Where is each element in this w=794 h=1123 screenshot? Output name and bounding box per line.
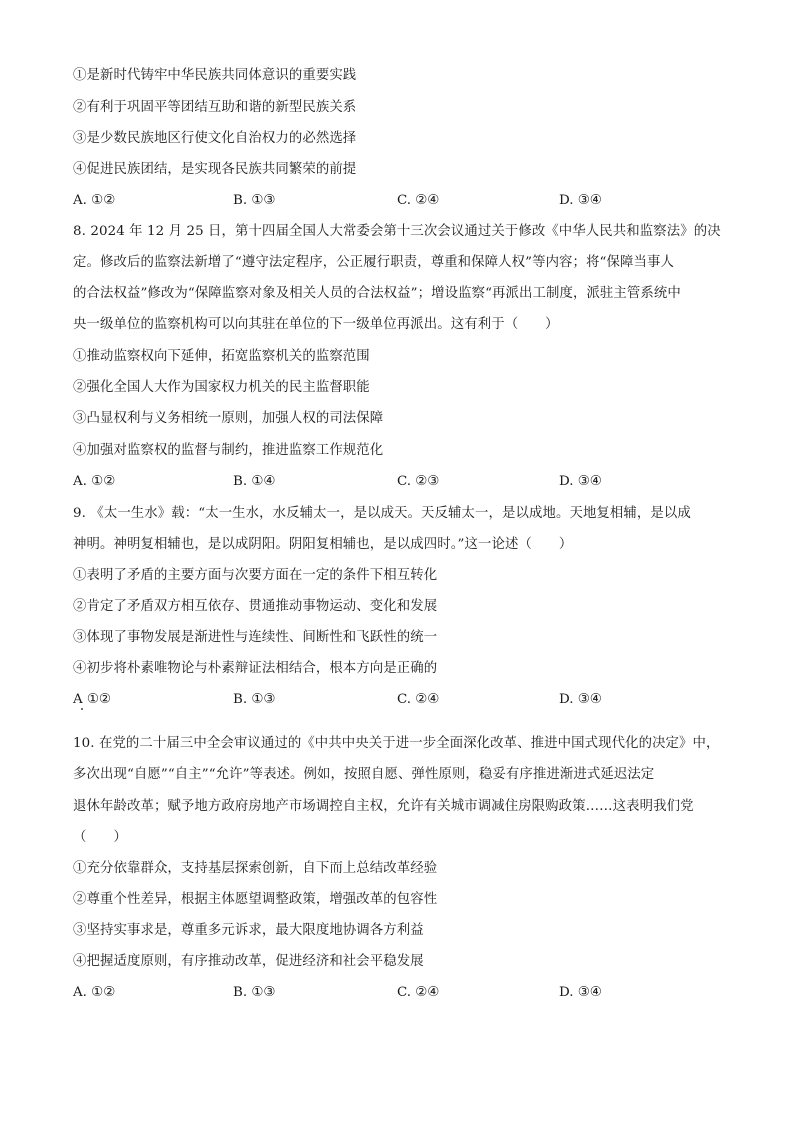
q10-statement-1: ①充分依靠群众，支持基层探索创新，自下而上总结改革经验 [73, 861, 438, 876]
q9-stem-line-1: 9. 《太一生水》载：“太一生水，水反辅太一，是以成天。天反辅太一，是以成地。天地复相辅，是以成 [73, 506, 691, 521]
q8-option-c[interactable]: C. ②③ [397, 474, 440, 489]
q8-option-a[interactable]: A. ①② [73, 474, 116, 489]
q10-statement-4: ④把握适度原则，有序推动改革，促进经济和社会平稳发展 [73, 954, 424, 969]
q8-stem-line-4: 央一级单位的监察机构可以向其驻在单位的下一级单位再派出。这有利于（ ） [73, 317, 559, 332]
q7-statement-3: ③是少数民族地区行使文化自治权力的必然选择 [73, 131, 357, 146]
q9-statement-1: ①表明了矛盾的主要方面与次要方面在一定的条件下相互转化 [73, 568, 438, 583]
q8-stem-line-2: 定。修改后的监察法新增了“遵守法定程序，公正履行职责，尊重和保障人权”等内容；将“保障当事人 [73, 255, 674, 270]
q9-statement-3: ③体现了事物发展是渐进性与连续性、间断性和飞跃性的统一 [73, 630, 438, 645]
q8-options [73, 472, 753, 492]
q7-statement-1: ①是新时代铸牢中华民族共同体意识的重要实践 [73, 68, 357, 83]
q8-statement-1: ①推动监察权向下延伸，拓宽监察机关的监察范围 [73, 349, 370, 364]
q9-statement-2: ②肯定了矛盾双方相互依存、贯通推动事物运动、变化和发展 [73, 599, 438, 614]
q9-option-b[interactable]: B. ①③ [233, 692, 276, 707]
q7-options [73, 191, 753, 211]
q10-options [73, 983, 753, 1003]
q8-option-b[interactable]: B. ①④ [233, 474, 276, 489]
q7-option-b[interactable]: B. ①③ [233, 193, 276, 208]
q8-statement-4: ④加强对监察权的监督与制约，推进监察工作规范化 [73, 443, 384, 458]
stray-dot-mark [81, 708, 83, 710]
q10-statement-2: ②尊重个性差异，根据主体愿望调整政策，增强改革的包容性 [73, 892, 438, 907]
q7-option-a[interactable]: A. ①② [73, 193, 116, 208]
q8-stem-line-1: 8. 2024 年 12 月 25 日，第十四届全国人大常委会第十三次会议通过关于修改《中华人民共和监察法》的决 [73, 224, 721, 239]
q9-option-a[interactable]: A ①② [73, 692, 111, 707]
q8-statement-3: ③凸显权利与义务相统一原则，加强人权的司法保障 [73, 411, 384, 426]
q10-option-a[interactable]: A. ①② [73, 985, 116, 1000]
q7-statement-2: ②有利于巩固平等团结互助和谐的新型民族关系 [73, 100, 357, 115]
q8-option-d[interactable]: D. ③④ [559, 474, 602, 489]
q7-option-d[interactable]: D. ③④ [559, 193, 602, 208]
q7-statement-4: ④促进民族团结，是实现各民族共同繁荣的前提 [73, 162, 357, 177]
q10-stem-line-3: 退休年龄改革；赋予地方政府房地产市场调控自主权，允许有关城市调减住房限购政策……这表明我们党 [73, 799, 694, 814]
q10-stem-line-2: 多次出现“自愿”“自主”“允许”等表述。例如，按照自愿、弹性原则，稳妥有序推进渐进式延迟法定 [73, 767, 655, 782]
q9-option-c[interactable]: C. ②④ [397, 692, 440, 707]
q10-option-b[interactable]: B. ①③ [233, 985, 276, 1000]
q9-stem-line-2: 神明。神明复相辅也，是以成阴阳。阴阳复相辅也，是以成四时。”这一论述（ ） [73, 537, 573, 552]
q9-option-d[interactable]: D. ③④ [559, 692, 602, 707]
q10-stem-line-1: 10. 在党的二十届三中全会审议通过的《中共中央关于进一步全面深化改革、推进中国式现代化的决定》中， [73, 736, 720, 751]
q10-statement-3: ③坚持实事求是，尊重多元诉求，最大限度地协调各方利益 [73, 923, 424, 938]
q10-option-c[interactable]: C. ②④ [397, 985, 440, 1000]
q8-statement-2: ②强化全国人大作为国家权力机关的民主监督职能 [73, 380, 370, 395]
q8-stem-line-3: 的合法权益”修改为“保障监察对象及相关人员的合法权益”；增设监察“再派出工制度，派驻主管系统中 [73, 286, 681, 301]
q10-option-d[interactable]: D. ③④ [559, 985, 602, 1000]
q10-stem-line-4: （ ） [73, 830, 127, 845]
q9-options [73, 690, 753, 710]
q9-statement-4: ④初步将朴素唯物论与朴素辩证法相结合，根本方向是正确的 [73, 661, 438, 676]
q7-option-c[interactable]: C. ②④ [397, 193, 440, 208]
